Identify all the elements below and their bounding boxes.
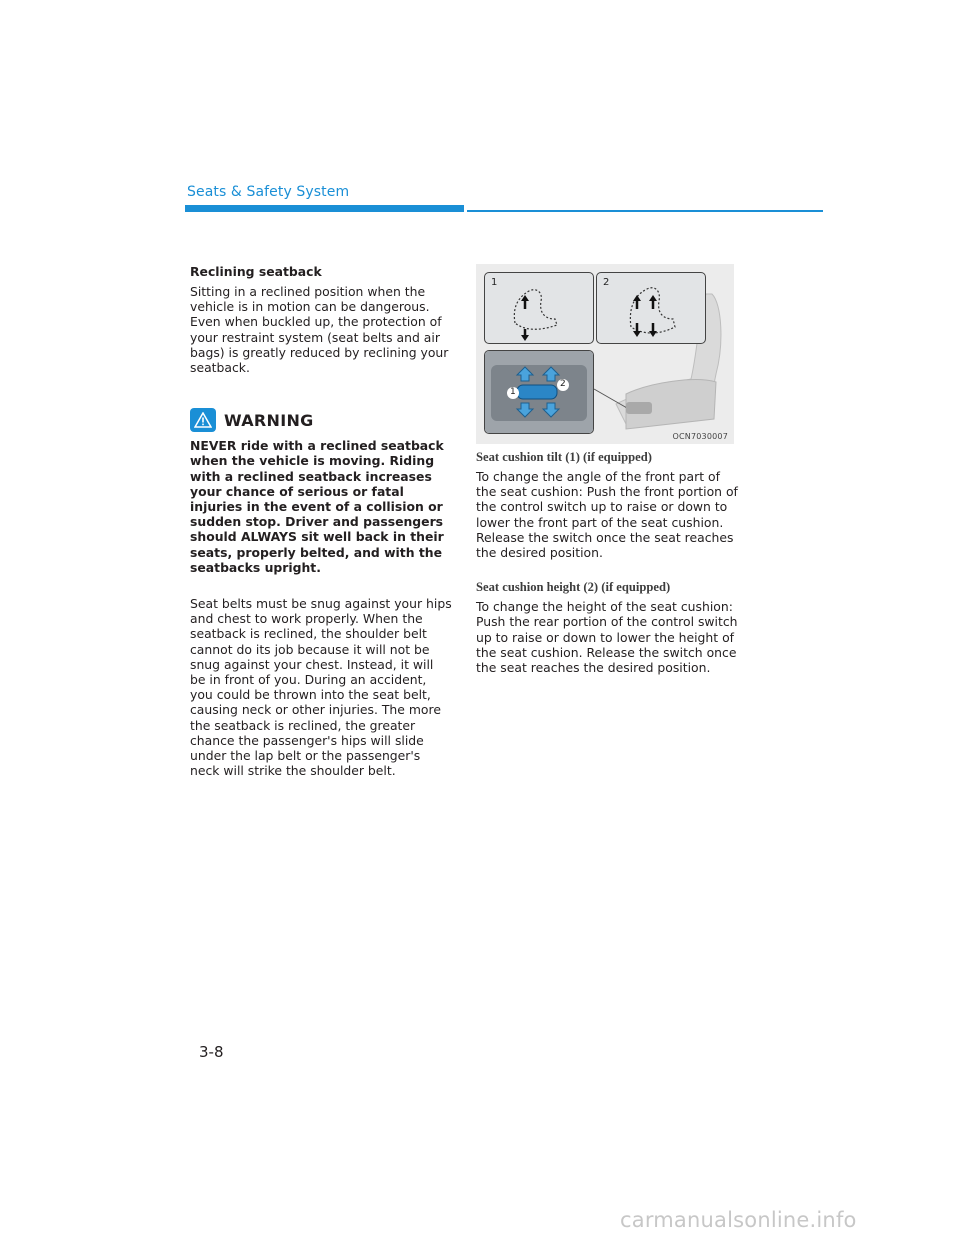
inset-tilt-number: 1 — [491, 277, 498, 288]
header-rule-thin — [467, 210, 823, 212]
seatbelt-body: Seat belts must be snug against your hips and chest to work properly. When the seatback is reclined, the shoulder belt cannot do its job because it will not be snug against your chest. Instead, it will be in front of you. During an accident, you could be thrown into the seat belt, causing neck or other injuries. The more the seatback is reclined, the greater chance the passenger's hips will slide under the lap belt or the passenger's neck will strike the shoulder belt. — [190, 596, 452, 779]
tilt-heading: Seat cushion tilt (1) (if equipped) — [476, 450, 652, 464]
header-rule-bold — [185, 205, 464, 212]
left-column — [190, 264, 452, 778]
inset-tilt — [484, 272, 594, 344]
inset-switch — [484, 350, 594, 434]
height-text: To change the height of the seat cushion: Push the rear portion of the control switch up to raise or down to lower the height of the seat cushion. Release the switch once the seat reaches the desired position. — [476, 599, 738, 676]
seat-control-figure — [476, 264, 734, 444]
warning-title: WARNING — [224, 410, 314, 430]
inset-height-number: 2 — [603, 277, 610, 288]
warning-header — [190, 408, 452, 432]
reclining-intro: Sitting in a reclined position when the vehicle is in motion can be dangerous. Even when buckled up, the protection of your restraint system (seat belts and air bags) is greatly reduced by reclining your seatback. — [190, 284, 449, 376]
height-heading: Seat cushion height (2) (if equipped) — [476, 580, 671, 595]
section-header: Seats & Safety System — [187, 184, 350, 200]
tilt-text: To change the angle of the front part of the seat cushion: Push the front portion of the control switch up to raise or down to lower the front part of the seat cushion. Release the switch once the seat reaches the desired position. — [476, 469, 738, 561]
right-column — [476, 264, 738, 675]
figure-code: OCN7030007 — [672, 432, 728, 441]
warning-triangle-icon — [190, 408, 216, 432]
switch-label-1: 1 — [510, 387, 516, 397]
switch-label-2: 2 — [560, 379, 566, 389]
reclining-heading: Reclining seatback — [190, 264, 322, 279]
warning-text: NEVER ride with a reclined seatback when the vehicle is moving. Riding with a reclined seatback increases your chance of serious or fatal injuries in the event of a collision or sudden stop. Driver and passengers should ALWAYS sit well back in their seats, properly belted, and with the seatbacks upright. — [190, 438, 444, 575]
watermark: carmanualsonline.info — [620, 1208, 857, 1232]
inset-height — [596, 272, 706, 344]
page-number: 3-8 — [199, 1043, 224, 1061]
